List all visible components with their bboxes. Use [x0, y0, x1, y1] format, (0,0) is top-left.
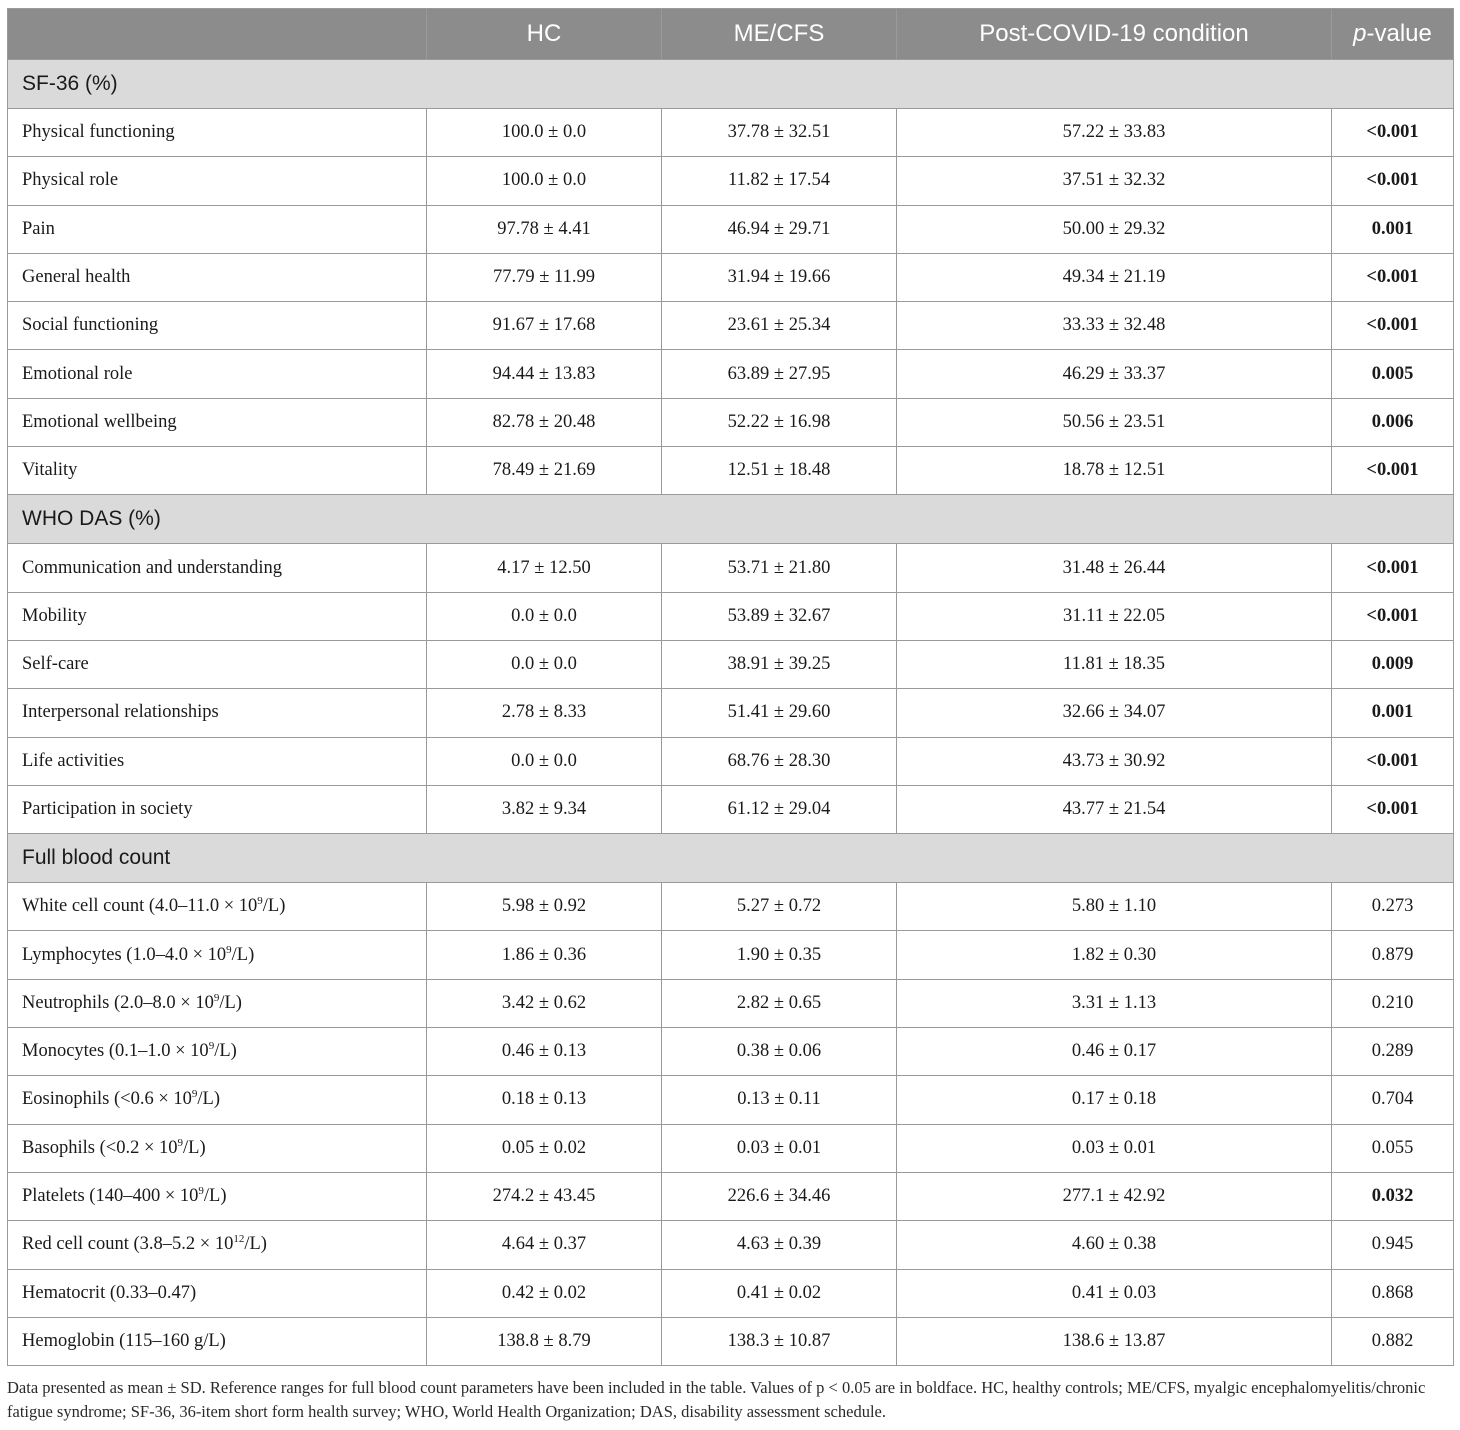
table-row: [8, 1221, 1454, 1269]
row-label-text: Platelets (140–400 × 10: [22, 1186, 199, 1207]
cell-mecfs: 226.6 ± 34.46: [662, 1172, 897, 1220]
header-mecfs: ME/CFS: [662, 9, 897, 60]
row-label: [8, 253, 427, 301]
row-label: [8, 979, 427, 1027]
table-header-row: [8, 9, 1454, 60]
cell-mecfs: 0.38 ± 0.06: [662, 1028, 897, 1076]
table-container: [7, 8, 1453, 1366]
cell-mecfs: 63.89 ± 27.95: [662, 350, 897, 398]
cell-p-value: 0.868: [1332, 1269, 1454, 1317]
row-label: [8, 302, 427, 350]
section-title: SF-36 (%): [8, 60, 1454, 109]
cell-postcovid: 277.1 ± 42.92: [897, 1172, 1332, 1220]
cell-postcovid: 33.33 ± 32.48: [897, 302, 1332, 350]
row-label-exponent: 9: [191, 1088, 198, 1101]
cell-mecfs: 0.03 ± 0.01: [662, 1124, 897, 1172]
table-row: [8, 1317, 1454, 1365]
row-label-exponent: 9: [213, 991, 220, 1004]
cell-p-value: <0.001: [1332, 737, 1454, 785]
cell-postcovid: 18.78 ± 12.51: [897, 447, 1332, 495]
cell-p-value: 0.289: [1332, 1028, 1454, 1076]
row-label-unit: /L): [183, 1137, 206, 1158]
header-p-italic: p: [1353, 20, 1367, 47]
cell-hc: 91.67 ± 17.68: [427, 302, 662, 350]
table-row: [8, 157, 1454, 205]
header-p-rest: -value: [1366, 20, 1432, 47]
row-label-exponent: 12: [233, 1233, 245, 1246]
row-label: [8, 737, 427, 785]
cell-hc: 0.18 ± 0.13: [427, 1076, 662, 1124]
row-label-exponent: 9: [208, 1040, 215, 1053]
cell-p-value: 0.009: [1332, 640, 1454, 688]
cell-mecfs: 23.61 ± 25.34: [662, 302, 897, 350]
header-hc: HC: [427, 9, 662, 60]
row-label-text: Vitality: [22, 460, 78, 481]
row-label-unit: /L): [262, 896, 286, 917]
cell-p-value: 0.879: [1332, 931, 1454, 979]
row-label-exponent: 9: [226, 943, 232, 956]
table-row: [8, 592, 1454, 640]
header-p-value: [1332, 9, 1454, 60]
row-label-text: Eosinophils (<0.6 × 10: [22, 1089, 192, 1110]
row-label-text: Life activities: [22, 750, 125, 771]
table-row: [8, 979, 1454, 1027]
cell-p-value: 0.001: [1332, 689, 1454, 737]
row-label-text: Physical functioning: [22, 122, 175, 143]
table-row: [8, 205, 1454, 253]
cell-hc: 1.86 ± 0.36: [427, 931, 662, 979]
cell-postcovid: 50.00 ± 29.32: [897, 205, 1332, 253]
cell-mecfs: 46.94 ± 29.71: [662, 205, 897, 253]
cell-hc: 4.64 ± 0.37: [427, 1221, 662, 1269]
row-label-text: Monocytes (0.1–1.0 × 10: [22, 1041, 209, 1062]
cell-hc: 0.0 ± 0.0: [427, 640, 662, 688]
row-label: [8, 205, 427, 253]
row-label-text: Self-care: [22, 654, 89, 675]
cell-mecfs: 61.12 ± 29.04: [662, 785, 897, 833]
cell-mecfs: 53.89 ± 32.67: [662, 592, 897, 640]
header-label-cell: [8, 9, 427, 60]
table-row: [8, 109, 1454, 157]
cell-hc: 0.46 ± 0.13: [427, 1028, 662, 1076]
cell-mecfs: 68.76 ± 28.30: [662, 737, 897, 785]
table-row: [8, 302, 1454, 350]
cell-postcovid: 31.48 ± 26.44: [897, 544, 1332, 592]
cell-postcovid: 0.41 ± 0.03: [897, 1269, 1332, 1317]
cell-postcovid: 43.77 ± 21.54: [897, 785, 1332, 833]
row-label-text: Lymphocytes (1.0–4.0 × 10: [22, 944, 227, 965]
row-label: [8, 640, 427, 688]
table-row: [8, 253, 1454, 301]
table-row: [8, 1124, 1454, 1172]
results-table: [7, 8, 1454, 1366]
cell-mecfs: 53.71 ± 21.80: [662, 544, 897, 592]
section-row: [8, 495, 1454, 544]
cell-mecfs: 0.41 ± 0.02: [662, 1269, 897, 1317]
row-label-text: Participation in society: [22, 799, 193, 819]
table-row: [8, 544, 1454, 592]
row-label-exponent: 9: [257, 895, 263, 908]
row-label-text: Hemoglobin (115–160 g/L): [22, 1330, 226, 1351]
row-label-text: Hematocrit (0.33–0.47): [22, 1282, 197, 1303]
table-row: [8, 447, 1454, 495]
cell-hc: 5.98 ± 0.92: [427, 883, 662, 931]
header-postcovid: Post-COVID-19 condition: [897, 9, 1332, 60]
row-label-text: Neutrophils (2.0–8.0 × 10: [22, 992, 214, 1013]
row-label: [8, 1028, 427, 1076]
cell-postcovid: 138.6 ± 13.87: [897, 1317, 1332, 1365]
cell-hc: 4.17 ± 12.50: [427, 544, 662, 592]
cell-p-value: 0.005: [1332, 350, 1454, 398]
row-label-unit: /L): [203, 1186, 227, 1207]
section-title: Full blood count: [8, 834, 1454, 883]
table-footnote: Data presented as mean ± SD. Reference ranges for full blood count parameters have been included in the table. Values of p < 0.05 are in boldface. HC, healthy controls; ME/CFS, myalgic encephalomyelitis/chronic fatigue syndrome; SF-36, 36-item short form health survey; WHO, World Health Organization; DAS, disability assessment schedule.: [7, 1378, 1426, 1421]
row-label: [8, 447, 427, 495]
row-label-unit: /L): [244, 1234, 267, 1255]
row-label-text: Physical role: [22, 170, 119, 191]
row-label-text: Communication and understanding: [22, 557, 282, 578]
cell-mecfs: 5.27 ± 0.72: [662, 883, 897, 931]
cell-postcovid: 37.51 ± 32.32: [897, 157, 1332, 205]
row-label-text: Pain: [22, 218, 55, 239]
row-label-unit: /L): [231, 944, 255, 965]
cell-mecfs: 12.51 ± 18.48: [662, 447, 897, 495]
table-row: [8, 640, 1454, 688]
cell-p-value: 0.882: [1332, 1317, 1454, 1365]
cell-hc: 94.44 ± 13.83: [427, 350, 662, 398]
cell-p-value: 0.945: [1332, 1221, 1454, 1269]
table-row: [8, 350, 1454, 398]
cell-postcovid: 0.17 ± 0.18: [897, 1076, 1332, 1124]
row-label: [8, 1221, 427, 1269]
cell-p-value: 0.001: [1332, 205, 1454, 253]
cell-mecfs: 2.82 ± 0.65: [662, 979, 897, 1027]
cell-p-value: 0.032: [1332, 1172, 1454, 1220]
section-row: [8, 60, 1454, 109]
cell-hc: 82.78 ± 20.48: [427, 398, 662, 446]
cell-hc: 2.78 ± 8.33: [427, 689, 662, 737]
cell-postcovid: 46.29 ± 33.37: [897, 350, 1332, 398]
row-label: [8, 1317, 427, 1365]
row-label: [8, 109, 427, 157]
cell-postcovid: 11.81 ± 18.35: [897, 640, 1332, 688]
cell-p-value: 0.210: [1332, 979, 1454, 1027]
cell-mecfs: 1.90 ± 0.35: [662, 931, 897, 979]
cell-p-value: <0.001: [1332, 157, 1454, 205]
row-label-text: Emotional role: [22, 363, 133, 384]
cell-hc: 100.0 ± 0.0: [427, 109, 662, 157]
cell-hc: 100.0 ± 0.0: [427, 157, 662, 205]
row-label-text: Basophils (<0.2 × 10: [22, 1137, 178, 1158]
cell-mecfs: 37.78 ± 32.51: [662, 109, 897, 157]
cell-postcovid: 0.46 ± 0.17: [897, 1028, 1332, 1076]
table-row: [8, 689, 1454, 737]
cell-hc: 0.0 ± 0.0: [427, 592, 662, 640]
table-row: [8, 737, 1454, 785]
row-label: [8, 398, 427, 446]
row-label-unit: /L): [197, 1089, 221, 1110]
cell-mecfs: 52.22 ± 16.98: [662, 398, 897, 446]
cell-p-value: 0.006: [1332, 398, 1454, 446]
row-label-text: Social functioning: [22, 315, 159, 336]
row-label: [8, 592, 427, 640]
row-label: [8, 1172, 427, 1220]
row-label-text: Red cell count (3.8–5.2 × 10: [22, 1234, 234, 1255]
cell-postcovid: 57.22 ± 33.83: [897, 109, 1332, 157]
cell-mecfs: 4.63 ± 0.39: [662, 1221, 897, 1269]
table-row: [8, 398, 1454, 446]
cell-hc: 0.0 ± 0.0: [427, 737, 662, 785]
cell-mecfs: 51.41 ± 29.60: [662, 689, 897, 737]
cell-p-value: <0.001: [1332, 447, 1454, 495]
row-label-unit: /L): [214, 1041, 237, 1062]
row-label-text: Interpersonal relationships: [22, 702, 219, 723]
row-label: [8, 931, 427, 979]
cell-postcovid: 5.80 ± 1.10: [897, 883, 1332, 931]
cell-postcovid: 3.31 ± 1.13: [897, 979, 1332, 1027]
cell-postcovid: 1.82 ± 0.30: [897, 931, 1332, 979]
cell-p-value: 0.704: [1332, 1076, 1454, 1124]
section-row: [8, 834, 1454, 883]
cell-mecfs: 31.94 ± 19.66: [662, 253, 897, 301]
cell-p-value: <0.001: [1332, 544, 1454, 592]
row-label-unit: /L): [219, 992, 242, 1013]
row-label: [8, 1076, 427, 1124]
row-label-exponent: 9: [198, 1184, 204, 1197]
cell-postcovid: 31.11 ± 22.05: [897, 592, 1332, 640]
cell-hc: 3.82 ± 9.34: [427, 785, 662, 833]
row-label-text: Mobility: [22, 605, 87, 626]
cell-p-value: <0.001: [1332, 253, 1454, 301]
table-row: [8, 1172, 1454, 1220]
row-label: [8, 350, 427, 398]
row-label-text: White cell count (4.0–11.0 × 10: [22, 896, 258, 917]
row-label: [8, 785, 427, 833]
row-label-exponent: 9: [177, 1136, 184, 1149]
cell-postcovid: 4.60 ± 0.38: [897, 1221, 1332, 1269]
cell-postcovid: 50.56 ± 23.51: [897, 398, 1332, 446]
cell-p-value: <0.001: [1332, 302, 1454, 350]
cell-mecfs: 11.82 ± 17.54: [662, 157, 897, 205]
cell-postcovid: 32.66 ± 34.07: [897, 689, 1332, 737]
cell-postcovid: 49.34 ± 21.19: [897, 253, 1332, 301]
cell-p-value: 0.055: [1332, 1124, 1454, 1172]
row-label: [8, 544, 427, 592]
table-row: [8, 1028, 1454, 1076]
cell-hc: 274.2 ± 43.45: [427, 1172, 662, 1220]
cell-hc: 0.42 ± 0.02: [427, 1269, 662, 1317]
cell-p-value: 0.273: [1332, 883, 1454, 931]
table-row: [8, 1269, 1454, 1317]
cell-postcovid: 43.73 ± 30.92: [897, 737, 1332, 785]
cell-p-value: <0.001: [1332, 785, 1454, 833]
cell-hc: 78.49 ± 21.69: [427, 447, 662, 495]
cell-mecfs: 138.3 ± 10.87: [662, 1317, 897, 1365]
cell-postcovid: 0.03 ± 0.01: [897, 1124, 1332, 1172]
table-body: [8, 60, 1454, 1366]
cell-hc: 97.78 ± 4.41: [427, 205, 662, 253]
section-title: WHO DAS (%): [8, 495, 1454, 544]
row-label: [8, 157, 427, 205]
row-label-text: General health: [22, 267, 131, 288]
row-label: [8, 689, 427, 737]
table-row: [8, 883, 1454, 931]
cell-p-value: <0.001: [1332, 109, 1454, 157]
table-row: [8, 1076, 1454, 1124]
table-row: [8, 785, 1454, 833]
cell-hc: 138.8 ± 8.79: [427, 1317, 662, 1365]
row-label: [8, 1124, 427, 1172]
row-label-text: Emotional wellbeing: [22, 411, 177, 432]
row-label: [8, 883, 427, 931]
cell-mecfs: 0.13 ± 0.11: [662, 1076, 897, 1124]
cell-mecfs: 38.91 ± 39.25: [662, 640, 897, 688]
cell-p-value: <0.001: [1332, 592, 1454, 640]
table-row: [8, 931, 1454, 979]
row-label: [8, 1269, 427, 1317]
cell-hc: 3.42 ± 0.62: [427, 979, 662, 1027]
cell-hc: 77.79 ± 11.99: [427, 253, 662, 301]
cell-hc: 0.05 ± 0.02: [427, 1124, 662, 1172]
